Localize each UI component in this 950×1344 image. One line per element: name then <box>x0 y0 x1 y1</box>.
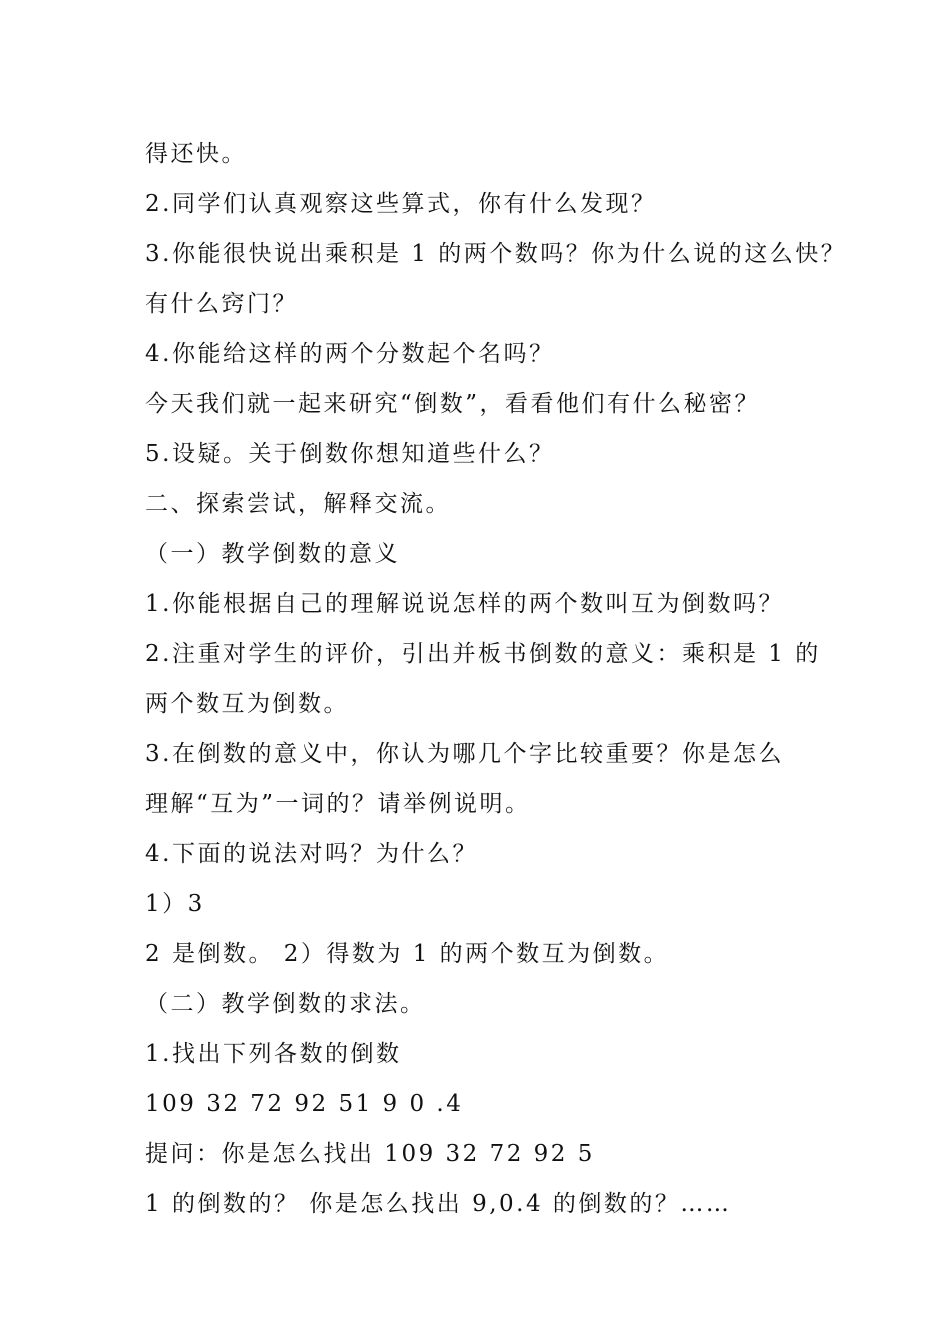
text-line: 5.设疑。关于倒数你想知道些什么？ <box>145 441 555 467</box>
text-line: 理解“互为”一词的？请举例说明。 <box>145 791 531 817</box>
text-line: 今天我们就一起来研究“倒数”，看看他们有什么秘密？ <box>145 391 761 417</box>
text-line: 有什么窍门？ <box>145 291 298 317</box>
document-body <box>145 129 845 1229</box>
subsection-heading: （二）教学倒数的求法。 <box>145 991 426 1017</box>
text-line: 1.你能根据自己的理解说说怎样的两个数叫互为倒数吗？ <box>145 591 784 617</box>
text-line: 1）3 <box>145 891 205 917</box>
text-line: 3.在倒数的意义中，你认为哪几个字比较重要？你是怎么 <box>145 741 784 767</box>
section-heading: 二、探索尝试，解释交流。 <box>145 491 451 517</box>
text-line: 109 32 72 92 51 9 0 .4 <box>145 1091 464 1117</box>
text-line: 两个数互为倒数。 <box>145 691 349 717</box>
text-line: 提问：你是怎么找出 109 32 72 92 5 <box>145 1141 595 1167</box>
text-line: 2 是倒数。 2）得数为 1 的两个数互为倒数。 <box>145 941 670 967</box>
text-line: 1 的倒数的？ 你是怎么找出 9,0.4 的倒数的？…… <box>145 1191 732 1217</box>
text-line: 得还快。 <box>145 141 247 167</box>
text-line: 4.下面的说法对吗？为什么？ <box>145 841 478 867</box>
text-line: 4.你能给这样的两个分数起个名吗？ <box>145 341 555 367</box>
text-line: 2.同学们认真观察这些算式，你有什么发现？ <box>145 191 657 217</box>
text-line: 3.你能很快说出乘积是 1 的两个数吗？你为什么说的这么快？ <box>145 241 847 267</box>
text-line: 2.注重对学生的评价，引出并板书倒数的意义：乘积是 1 的 <box>145 641 821 667</box>
text-line: 1.找出下列各数的倒数 <box>145 1041 402 1067</box>
subsection-heading: （一）教学倒数的意义 <box>145 541 400 567</box>
